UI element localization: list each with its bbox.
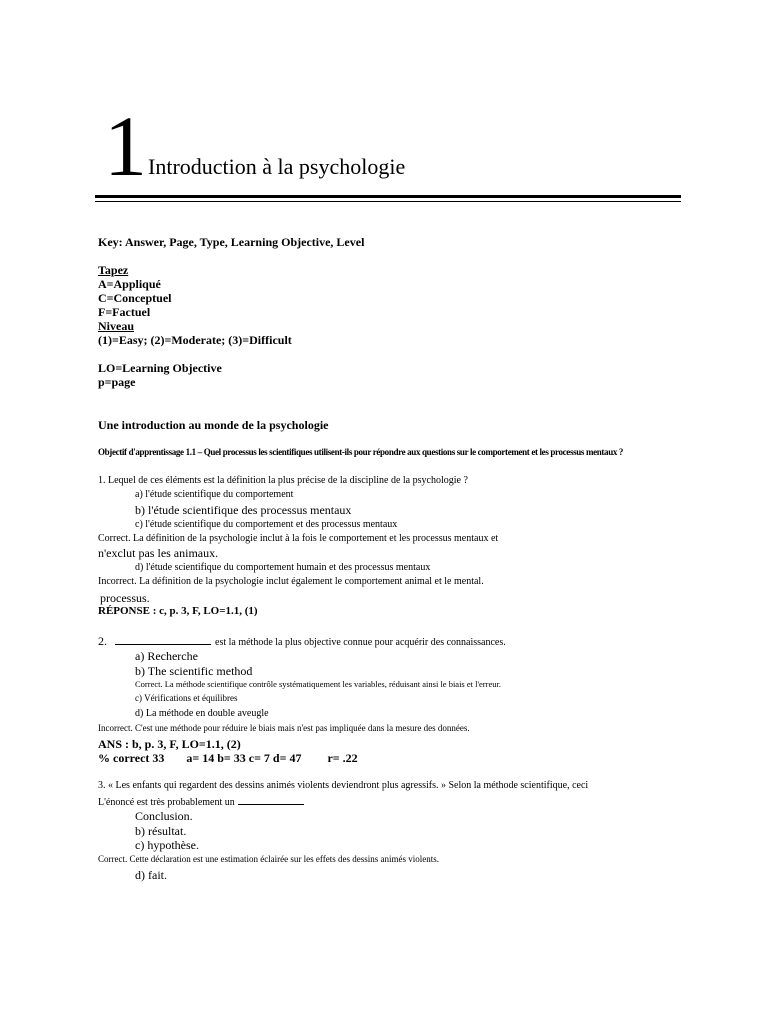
q3-option-b: b) résultat.: [135, 824, 187, 838]
q2-stem-line: [98, 634, 506, 649]
q2-stem: est la méthode la plus objective connue pour acquérir des connaissances.: [215, 637, 506, 648]
q3-stem-cont: L'énoncé est très probablement un: [98, 797, 235, 808]
chapter-title: Introduction à la psychologie: [148, 154, 406, 179]
q2-answer: ANS : b, p. 3, F, LO=1.1, (2): [98, 737, 241, 751]
q2-blank: [115, 635, 211, 645]
learning-objective: Objectif d'apprentissage 1.1 – Quel processus les scientifiques utilisent-ils pour répondre aux questions sur le comportement et les processus mentaux ?: [98, 447, 624, 457]
type-conceptual: C=Conceptuel: [98, 291, 172, 305]
q2-option-b: b) The scientific method: [135, 664, 253, 678]
level-values: (1)=Easy; (2)=Moderate; (3)=Difficult: [98, 333, 292, 347]
q3-stem-line2: [98, 795, 304, 809]
lo-definition: LO=Learning Objective: [98, 361, 222, 375]
q2-stats-pct: % correct 33: [98, 751, 165, 765]
q1-feedback-d: Incorrect. La définition de la psychologie inclut également le comportement animal et le mental.: [98, 576, 484, 587]
q1-stem: 1. Lequel de ces éléments est la définition la plus précise de la discipline de la psychologie ?: [98, 475, 468, 486]
q3-feedback-c: Correct. Cette déclaration est une estimation éclairée sur les effets des dessins animés violents.: [98, 854, 439, 864]
level-label: Niveau: [98, 319, 134, 333]
q2-feedback-b: Correct. La méthode scientifique contrôle systématiquement les variables, réduisant ainsi le biais et l'erreur.: [135, 679, 501, 689]
q2-option-d: d) La méthode en double aveugle: [135, 708, 269, 719]
q3-blank: [238, 795, 304, 805]
q2-option-a: a) Recherche: [135, 649, 198, 663]
page-definition: p=page: [98, 375, 136, 389]
key-heading: Key: Answer, Page, Type, Learning Objective, Level: [98, 235, 365, 249]
chapter-number: 1: [104, 98, 147, 194]
q3-option-a: Conclusion.: [135, 809, 193, 823]
q2-feedback-d: Incorrect. C'est une méthode pour réduire le biais mais n'est pas impliquée dans la mesure des données.: [98, 723, 470, 733]
q1-option-b: b) l'étude scientifique des processus mentaux: [135, 503, 352, 517]
q3-option-d: d) fait.: [135, 868, 167, 882]
q1-option-c: c) l'étude scientifique du comportement et des processus mentaux: [135, 519, 398, 530]
q1-option-d: d) l'étude scientifique du comportement humain et des processus mentaux: [135, 562, 431, 573]
q3-option-c: c) hypothèse.: [135, 838, 199, 852]
q1-feedback-c-cont: n'exclut pas les animaux.: [98, 546, 219, 560]
title-rule-thick: [95, 195, 681, 198]
title-rule-thin: [95, 201, 681, 202]
q1-feedback-d-cont: processus.: [100, 591, 150, 605]
q2-stats: [98, 751, 358, 765]
type-factual: F=Factuel: [98, 305, 151, 319]
q1-option-a: a) l'étude scientifique du comportement: [135, 489, 294, 500]
q1-feedback-c: Correct. La définition de la psychologie inclut à la fois le comportement et les processus mentaux et: [98, 533, 499, 544]
section-title: Une introduction au monde de la psychologie: [98, 418, 329, 432]
q2-stats-distribution: a= 14 b= 33 c= 7 d= 47: [186, 751, 302, 765]
q2-option-c: c) Vérifications et équilibres: [135, 693, 238, 703]
q1-answer: RÉPONSE : c, p. 3, F, LO=1.1, (1): [98, 605, 258, 617]
q3-stem: 3. « Les enfants qui regardent des dessins animés violents deviendront plus agressifs. » Selon la méthode scientifique, ceci: [98, 780, 589, 791]
q2-stats-r: r= .22: [327, 751, 358, 765]
type-label: Tapez: [98, 263, 129, 277]
type-applied: A=Appliqué: [98, 277, 161, 291]
q2-number: 2.: [98, 634, 107, 648]
